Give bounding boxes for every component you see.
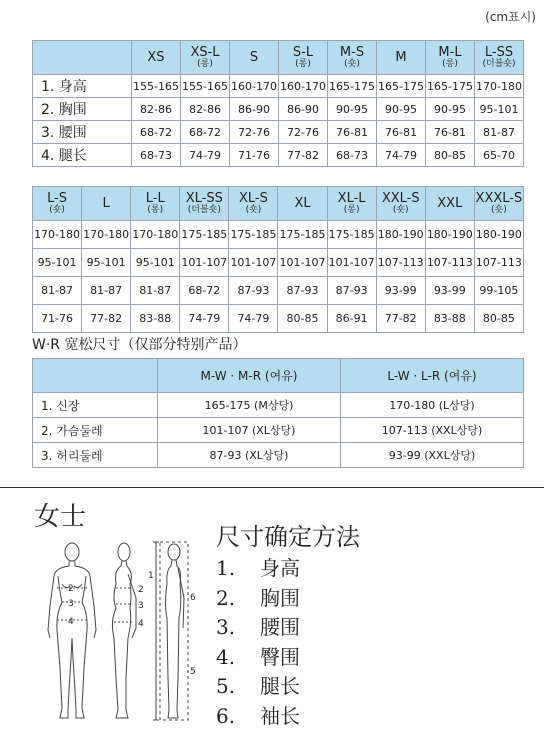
table-cell: 86-90 bbox=[279, 98, 328, 121]
header-cell: S bbox=[230, 41, 279, 75]
table-cell: 87-93 bbox=[327, 277, 376, 305]
header-corner bbox=[33, 359, 158, 393]
table-cell: 83-88 bbox=[131, 305, 180, 333]
table-cell: 77-82 bbox=[82, 305, 131, 333]
unit-note: (cm표시) bbox=[485, 8, 536, 25]
table-cell: 68-73 bbox=[132, 144, 181, 167]
table-cell: 76-81 bbox=[328, 121, 377, 144]
table-cell: 180-190 bbox=[376, 221, 425, 249]
table-cell: 74-79 bbox=[181, 144, 230, 167]
header-corner bbox=[33, 41, 132, 75]
list-item: 3. 腰围 bbox=[216, 613, 360, 643]
header-cell: M-S (숏) bbox=[328, 41, 377, 75]
figure-label: 6 bbox=[190, 593, 196, 603]
table-cell: 93-99 bbox=[376, 277, 425, 305]
measurement-method bbox=[216, 520, 360, 731]
table-row bbox=[33, 277, 524, 305]
table-cell: 72-76 bbox=[230, 121, 279, 144]
row-label: 1. 신장 bbox=[33, 393, 158, 418]
table-row bbox=[33, 121, 524, 144]
table-cell: 77-82 bbox=[279, 144, 328, 167]
table-cell: 175-185 bbox=[278, 221, 327, 249]
list-item: 1. 身高 bbox=[216, 554, 360, 584]
method-title: 尺寸确定方法 bbox=[216, 520, 360, 554]
header-cell: S-L (롱) bbox=[279, 41, 328, 75]
header-cell: L-SS (더블숏) bbox=[475, 41, 524, 75]
table-cell: 160-170 bbox=[279, 75, 328, 98]
table-cell: 71-76 bbox=[230, 144, 279, 167]
list-item: 2. 胸围 bbox=[216, 584, 360, 614]
table-cell: 95-101 bbox=[131, 249, 180, 277]
header-cell: XS bbox=[132, 41, 181, 75]
table-cell: 82-86 bbox=[181, 98, 230, 121]
table-cell: 175-185 bbox=[180, 221, 229, 249]
table-cell: 155-165 bbox=[181, 75, 230, 98]
table-header-row bbox=[33, 359, 524, 393]
table-cell: 81-87 bbox=[131, 277, 180, 305]
table-cell: 86-91 bbox=[327, 305, 376, 333]
header-cell: XL bbox=[278, 187, 327, 221]
table-cell: 65-70 bbox=[475, 144, 524, 167]
table-cell: 170-180 bbox=[33, 221, 82, 249]
table-cell: 175-185 bbox=[327, 221, 376, 249]
header-cell: M-W · M-R (여유) bbox=[158, 359, 341, 393]
header-cell: M-L (롱) bbox=[426, 41, 475, 75]
table-cell: 170-180 bbox=[475, 75, 524, 98]
figure-label: 2 bbox=[138, 585, 144, 595]
figure-label: 4 bbox=[138, 619, 144, 629]
header-cell: XXL-S (숏) bbox=[376, 187, 425, 221]
header-cell: XS-L (롱) bbox=[181, 41, 230, 75]
table-cell: 83-88 bbox=[425, 305, 474, 333]
table-cell: 90-95 bbox=[377, 98, 426, 121]
row-label: 2. 가슴둘레 bbox=[33, 418, 158, 443]
table-row bbox=[33, 418, 524, 443]
table-cell: 71-76 bbox=[33, 305, 82, 333]
figure-label: 3 bbox=[68, 599, 74, 609]
row-label: 4. 腿长 bbox=[33, 144, 132, 167]
body-measurement-figure bbox=[40, 538, 210, 724]
table-cell: 170-180 bbox=[82, 221, 131, 249]
table-cell: 165-175 bbox=[377, 75, 426, 98]
table-cell: 86-90 bbox=[230, 98, 279, 121]
table-cell: 107-113 bbox=[474, 249, 523, 277]
header-cell: XL-L (롱) bbox=[327, 187, 376, 221]
table-cell: 80-85 bbox=[426, 144, 475, 167]
header-cell: L-S (숏) bbox=[33, 187, 82, 221]
header-cell: L bbox=[82, 187, 131, 221]
header-cell: L-W · L-R (여유) bbox=[341, 359, 524, 393]
header-cell: L-L (롱) bbox=[131, 187, 180, 221]
table-row bbox=[33, 305, 524, 333]
table-cell: 68-73 bbox=[328, 144, 377, 167]
table-row bbox=[33, 249, 524, 277]
table-cell: 82-86 bbox=[132, 98, 181, 121]
table-cell: 76-81 bbox=[426, 121, 475, 144]
row-label: 3. 腰围 bbox=[33, 121, 132, 144]
table-cell: 99-105 bbox=[474, 277, 523, 305]
table-row bbox=[33, 221, 524, 249]
table-cell: 81-87 bbox=[33, 277, 82, 305]
table-cell: 180-190 bbox=[474, 221, 523, 249]
table-cell: 170-180 bbox=[131, 221, 180, 249]
list-item: 4. 臀围 bbox=[216, 643, 360, 673]
header-cell: XL-S (숏) bbox=[229, 187, 278, 221]
table-cell: 107-113 (XXL상당) bbox=[341, 418, 524, 443]
table-cell: 68-72 bbox=[181, 121, 230, 144]
list-item: 6. 袖长 bbox=[216, 702, 360, 731]
row-label: 2. 胸围 bbox=[33, 98, 132, 121]
method-list bbox=[216, 554, 360, 731]
table-cell: 101-107 bbox=[278, 249, 327, 277]
table-row bbox=[33, 75, 524, 98]
table-cell: 72-76 bbox=[279, 121, 328, 144]
table-cell: 87-93 bbox=[278, 277, 327, 305]
front-figure bbox=[48, 543, 96, 718]
size-table-1 bbox=[32, 40, 524, 167]
table-cell: 74-79 bbox=[377, 144, 426, 167]
table-cell: 80-85 bbox=[474, 305, 523, 333]
table-cell: 95-101 bbox=[33, 249, 82, 277]
wr-section-title: W·R 宽松尺寸（仅部分特别产品） bbox=[32, 334, 246, 354]
size-table-2 bbox=[32, 186, 524, 333]
header-cell: XXL bbox=[425, 187, 474, 221]
table-cell: 87-93 bbox=[229, 277, 278, 305]
table-cell: 81-87 bbox=[475, 121, 524, 144]
table-cell: 165-175 (M상당) bbox=[158, 393, 341, 418]
table-cell: 107-113 bbox=[376, 249, 425, 277]
wr-size-table bbox=[32, 358, 524, 468]
table-cell: 74-79 bbox=[229, 305, 278, 333]
table-cell: 165-175 bbox=[328, 75, 377, 98]
side-figure bbox=[112, 543, 136, 718]
table-cell: 101-107 bbox=[327, 249, 376, 277]
table-cell: 80-85 bbox=[278, 305, 327, 333]
list-item: 5. 腿长 bbox=[216, 672, 360, 702]
table-row bbox=[33, 144, 524, 167]
table-row bbox=[33, 443, 524, 468]
table-cell: 90-95 bbox=[328, 98, 377, 121]
table-cell: 101-107 bbox=[229, 249, 278, 277]
table-header-row bbox=[33, 41, 524, 75]
table-cell: 165-175 bbox=[426, 75, 475, 98]
table-cell: 68-72 bbox=[180, 277, 229, 305]
table-cell: 74-79 bbox=[180, 305, 229, 333]
header-cell: M bbox=[377, 41, 426, 75]
row-label: 3. 허리둘레 bbox=[33, 443, 158, 468]
figure-label: 4 bbox=[68, 617, 74, 627]
table-cell: 81-87 bbox=[82, 277, 131, 305]
table-cell: 93-99 (XXL상당) bbox=[341, 443, 524, 468]
table-cell: 95-101 bbox=[475, 98, 524, 121]
table-cell: 90-95 bbox=[426, 98, 475, 121]
table-cell: 76-81 bbox=[377, 121, 426, 144]
figure-label: 1 bbox=[148, 571, 154, 581]
figure-label: 3 bbox=[138, 601, 144, 611]
table-cell: 107-113 bbox=[425, 249, 474, 277]
table-cell: 170-180 (L상당) bbox=[341, 393, 524, 418]
table-cell: 77-82 bbox=[376, 305, 425, 333]
table-cell: 101-107 bbox=[180, 249, 229, 277]
table-cell: 155-165 bbox=[132, 75, 181, 98]
table-cell: 180-190 bbox=[425, 221, 474, 249]
table-cell: 68-72 bbox=[132, 121, 181, 144]
table-cell: 87-93 (XL상당) bbox=[158, 443, 341, 468]
back-figure bbox=[153, 542, 188, 720]
table-cell: 93-99 bbox=[425, 277, 474, 305]
table-cell: 160-170 bbox=[230, 75, 279, 98]
table-cell: 175-185 bbox=[229, 221, 278, 249]
table-cell: 95-101 bbox=[82, 249, 131, 277]
row-label: 1. 身高 bbox=[33, 75, 132, 98]
table-cell: 101-107 (XL상당) bbox=[158, 418, 341, 443]
figure-label: 5 bbox=[190, 667, 196, 677]
header-cell: XXXL-S (숏) bbox=[474, 187, 523, 221]
table-row bbox=[33, 393, 524, 418]
table-row bbox=[33, 98, 524, 121]
figure-label: 2 bbox=[68, 584, 74, 594]
header-cell: XL-SS (더블숏) bbox=[180, 187, 229, 221]
women-section-title: 女士 bbox=[34, 496, 86, 533]
section-divider bbox=[0, 487, 544, 488]
table-header-row bbox=[33, 187, 524, 221]
